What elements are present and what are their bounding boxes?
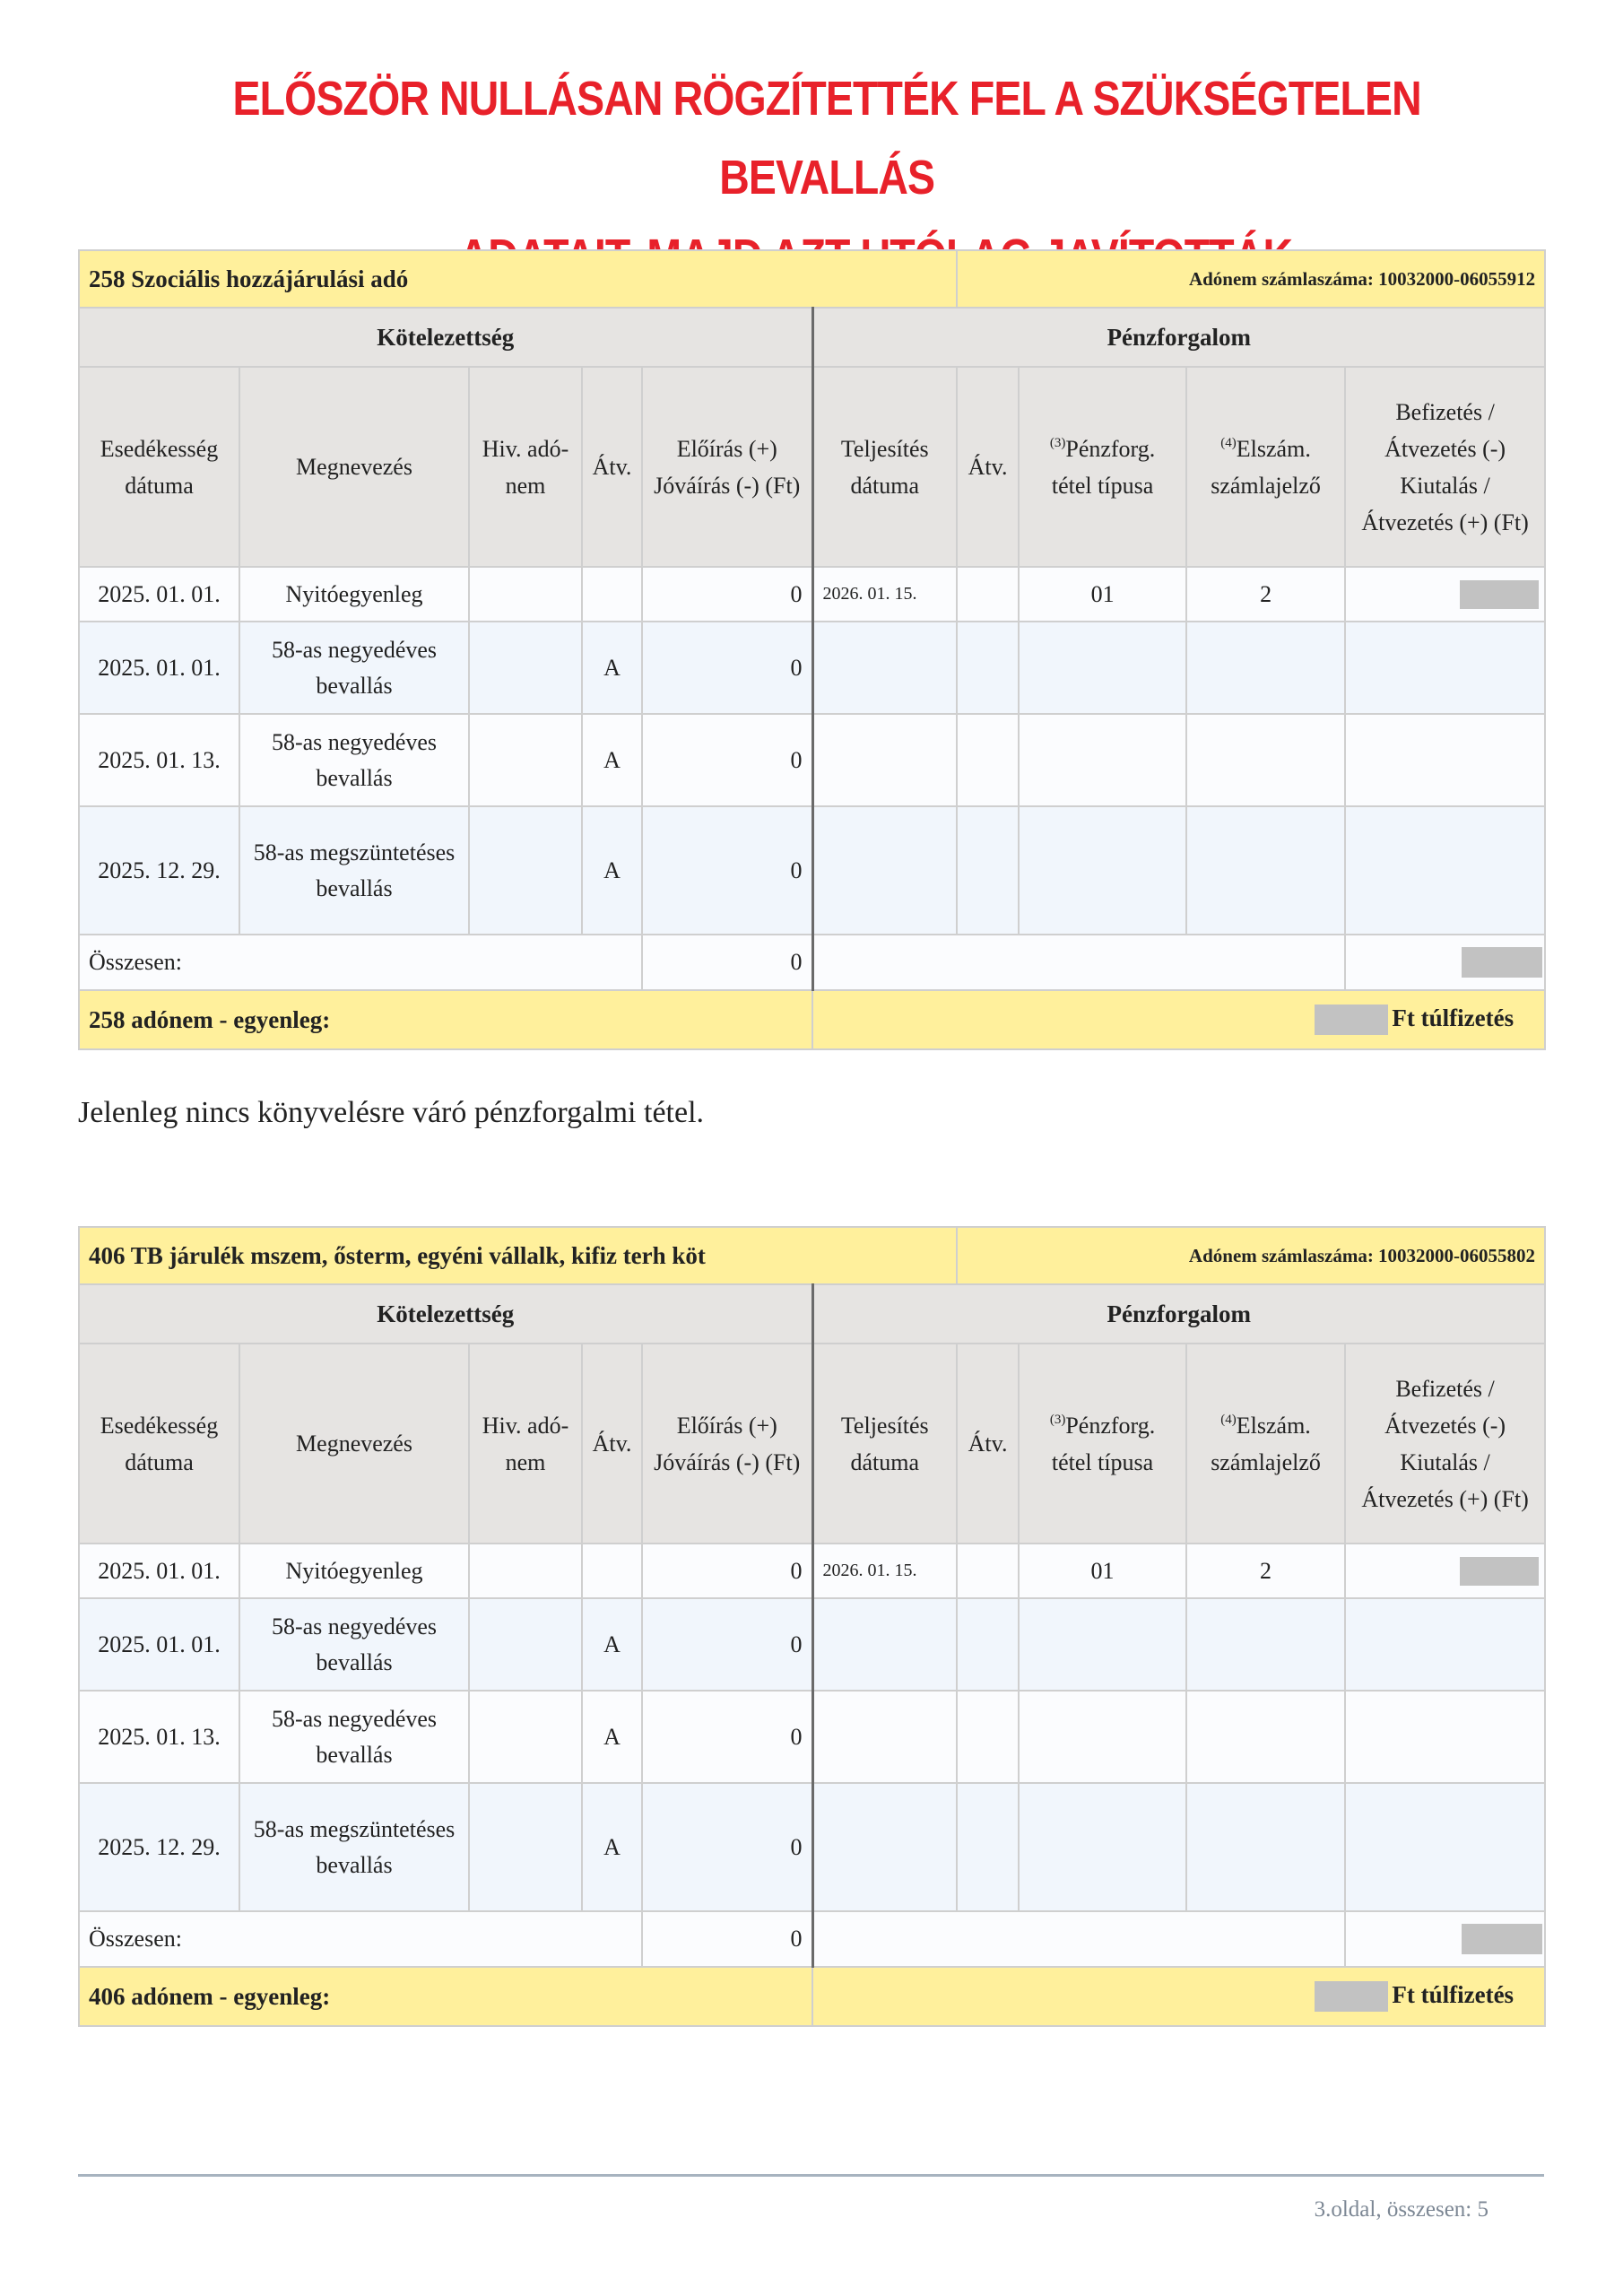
cell-completion-date: 2026. 01. 15. [812, 1544, 957, 1598]
account-number: Adónem számlaszáma: 10032000-06055912 [957, 250, 1545, 308]
cell-payment [1345, 1598, 1545, 1691]
column-group-row [79, 1284, 1545, 1344]
balance-suffix: Ft túlfizetés [1392, 1980, 1515, 2008]
cell-cash-type: 01 [1019, 567, 1186, 622]
total-cashflow-empty [812, 1911, 1345, 1967]
table-title-row [79, 1227, 1545, 1284]
group-cashflow: Pénzforgalom [812, 1284, 1545, 1344]
col-completion-date: Teljesítés dátuma [812, 367, 957, 567]
total-assessment: 0 [642, 1911, 812, 1967]
total-label: Összesen: [79, 1911, 642, 1967]
cell-official-tax [469, 567, 582, 622]
cell-official-tax [469, 1544, 582, 1598]
cell-transfer-2 [957, 806, 1019, 935]
cell-completion-date: 2026. 01. 15. [812, 567, 957, 622]
cell-payment [1345, 806, 1545, 935]
cell-transfer-2 [957, 1783, 1019, 1911]
table-row [79, 567, 1545, 622]
footnote-4: (4) [1220, 435, 1237, 450]
cell-name: 58-as negyedéves bevallás [239, 714, 469, 806]
cell-transfer: A [582, 1598, 642, 1691]
table-row [79, 1544, 1545, 1598]
cell-transfer: A [582, 622, 642, 714]
group-cashflow: Pénzforgalom [812, 308, 1545, 367]
balance-value [812, 990, 1545, 1049]
cell-settlement [1186, 806, 1345, 935]
col-completion-date: Teljesítés dátuma [812, 1344, 957, 1544]
redacted-amount [1460, 580, 1539, 609]
column-header-row [79, 367, 1545, 567]
cell-cash-type [1019, 1598, 1186, 1691]
cell-due-date: 2025. 01. 01. [79, 1598, 239, 1691]
redacted-amount [1460, 1557, 1539, 1586]
cell-payment [1345, 567, 1545, 622]
total-assessment: 0 [642, 935, 812, 990]
cell-settlement [1186, 1783, 1345, 1911]
cell-transfer: A [582, 806, 642, 935]
cell-cash-type [1019, 1783, 1186, 1911]
cell-assessment: 0 [642, 714, 812, 806]
column-group-row [79, 308, 1545, 367]
cell-payment [1345, 714, 1545, 806]
table-row [79, 714, 1545, 806]
col-official-tax: Hiv. adó- nem [469, 1344, 582, 1544]
col-settlement [1186, 367, 1345, 567]
total-label: Összesen: [79, 935, 642, 990]
cell-name: Nyitóegyenleg [239, 1544, 469, 1598]
pending-note: Jelenleg nincs könyvelésre váró pénzforgalmi tétel. [78, 1096, 705, 1129]
balance-row [79, 1967, 1545, 2026]
cell-completion-date [812, 1783, 957, 1911]
cell-completion-date [812, 622, 957, 714]
col-transfer: Átv. [582, 367, 642, 567]
col-name: Megnevezés [239, 367, 469, 567]
column-header-row [79, 1344, 1545, 1544]
cell-name: 58-as negyedéves bevallás [239, 622, 469, 714]
cell-official-tax [469, 806, 582, 935]
total-row [79, 1911, 1545, 1967]
cell-transfer-2 [957, 567, 1019, 622]
cell-cash-type [1019, 1691, 1186, 1783]
col-transfer: Átv. [582, 1344, 642, 1544]
total-payment [1345, 1911, 1545, 1967]
cell-official-tax [469, 1598, 582, 1691]
cell-completion-date [812, 1691, 957, 1783]
page-number: 3.oldal, összesen: 5 [1314, 2197, 1488, 2222]
cell-due-date: 2025. 01. 01. [79, 622, 239, 714]
cell-payment [1345, 622, 1545, 714]
cell-due-date: 2025. 12. 29. [79, 1783, 239, 1911]
col-payment: Befizetés /Átvezetés (-) Kiutalás /Átvezetés (+) (Ft) [1345, 1344, 1545, 1544]
cell-cash-type: 01 [1019, 1544, 1186, 1598]
cell-settlement [1186, 1691, 1345, 1783]
col-due-date: Esedékesség dátuma [79, 1344, 239, 1544]
cell-due-date: 2025. 01. 13. [79, 1691, 239, 1783]
cell-settlement: 2 [1186, 567, 1345, 622]
redacted-amount [1315, 1981, 1388, 2012]
col-cash-type-label: Pénzforg. tétel típusa [1051, 435, 1156, 499]
balance-suffix: Ft túlfizetés [1392, 1004, 1515, 1031]
col-cash-type-label: Pénzforg. tétel típusa [1051, 1412, 1156, 1475]
table-row [79, 1598, 1545, 1691]
cell-completion-date [812, 714, 957, 806]
total-row [79, 935, 1545, 990]
table-row [79, 622, 1545, 714]
cell-due-date: 2025. 01. 01. [79, 567, 239, 622]
cell-settlement [1186, 714, 1345, 806]
cell-due-date: 2025. 01. 13. [79, 714, 239, 806]
cell-transfer-2 [957, 1598, 1019, 1691]
cell-official-tax [469, 1691, 582, 1783]
col-transfer-2: Átv. [957, 1344, 1019, 1544]
cell-transfer-2 [957, 1691, 1019, 1783]
col-payment: Befizetés /Átvezetés (-) Kiutalás /Átvezetés (+) (Ft) [1345, 367, 1545, 567]
group-obligation: Kötelezettség [79, 1284, 812, 1344]
col-assessment: Előírás (+) Jóváírás (-) (Ft) [642, 1344, 812, 1544]
table-row [79, 1783, 1545, 1911]
cell-name: 58-as negyedéves bevallás [239, 1691, 469, 1783]
headline-line-1: ELŐSZÖR NULLÁSAN RÖGZÍTETTÉK FEL A SZÜKSÉGTELEN BEVALLÁS [232, 72, 1421, 204]
col-settlement [1186, 1344, 1345, 1544]
cell-due-date: 2025. 01. 01. [79, 1544, 239, 1598]
cell-transfer: A [582, 1691, 642, 1783]
cell-transfer: A [582, 1783, 642, 1911]
redacted-amount [1315, 1004, 1388, 1035]
cell-cash-type [1019, 806, 1186, 935]
table-title-row [79, 250, 1545, 308]
footnote-3: (3) [1049, 435, 1066, 450]
redacted-amount [1462, 947, 1542, 978]
tax-account-table [78, 1226, 1546, 2027]
cell-official-tax [469, 622, 582, 714]
footnote-3: (3) [1049, 1412, 1066, 1427]
cell-transfer-2 [957, 622, 1019, 714]
tax-account-table [78, 249, 1546, 1050]
cell-completion-date [812, 1598, 957, 1691]
cell-assessment: 0 [642, 1598, 812, 1691]
cell-transfer-2 [957, 1544, 1019, 1598]
tax-type-title: 258 Szociális hozzájárulási adó [79, 250, 957, 308]
cell-assessment: 0 [642, 1691, 812, 1783]
cell-name: 58-as megszüntetéses bevallás [239, 806, 469, 935]
col-settlement-label: Elszám. számlajelző [1211, 1412, 1321, 1475]
col-name: Megnevezés [239, 1344, 469, 1544]
cell-official-tax [469, 714, 582, 806]
cell-assessment: 0 [642, 1544, 812, 1598]
col-official-tax: Hiv. adó- nem [469, 367, 582, 567]
col-due-date: Esedékesség dátuma [79, 367, 239, 567]
cell-transfer [582, 1544, 642, 1598]
balance-label: 406 adónem - egyenleg: [79, 1967, 812, 2026]
cell-due-date: 2025. 12. 29. [79, 806, 239, 935]
col-settlement-label: Elszám. számlajelző [1211, 435, 1321, 499]
cell-payment [1345, 1691, 1545, 1783]
cell-cash-type [1019, 622, 1186, 714]
total-cashflow-empty [812, 935, 1345, 990]
table-row [79, 1691, 1545, 1783]
cell-assessment: 0 [642, 622, 812, 714]
balance-label: 258 adónem - egyenleg: [79, 990, 812, 1049]
cell-assessment: 0 [642, 567, 812, 622]
balance-row [79, 990, 1545, 1049]
cell-transfer: A [582, 714, 642, 806]
col-transfer-2: Átv. [957, 367, 1019, 567]
footnote-4: (4) [1220, 1412, 1237, 1427]
col-assessment: Előírás (+) Jóváírás (-) (Ft) [642, 367, 812, 567]
cell-assessment: 0 [642, 1783, 812, 1911]
footer-divider [78, 2174, 1544, 2177]
cell-name: Nyitóegyenleg [239, 567, 469, 622]
cell-payment [1345, 1783, 1545, 1911]
cell-payment [1345, 1544, 1545, 1598]
cell-settlement [1186, 622, 1345, 714]
cell-official-tax [469, 1783, 582, 1911]
table-row [79, 806, 1545, 935]
account-number: Adónem számlaszáma: 10032000-06055802 [957, 1227, 1545, 1284]
col-cash-type [1019, 367, 1186, 567]
group-obligation: Kötelezettség [79, 308, 812, 367]
cell-settlement [1186, 1598, 1345, 1691]
cell-assessment: 0 [642, 806, 812, 935]
cell-name: 58-as negyedéves bevallás [239, 1598, 469, 1691]
cell-transfer [582, 567, 642, 622]
redacted-amount [1462, 1924, 1542, 1954]
tax-type-title: 406 TB járulék mszem, ősterm, egyéni vállalk, kifiz terh köt [79, 1227, 957, 1284]
cell-settlement: 2 [1186, 1544, 1345, 1598]
cell-transfer-2 [957, 714, 1019, 806]
total-payment [1345, 935, 1545, 990]
cell-completion-date [812, 806, 957, 935]
balance-value [812, 1967, 1545, 2026]
col-cash-type [1019, 1344, 1186, 1544]
cell-cash-type [1019, 714, 1186, 806]
cell-name: 58-as megszüntetéses bevallás [239, 1783, 469, 1911]
